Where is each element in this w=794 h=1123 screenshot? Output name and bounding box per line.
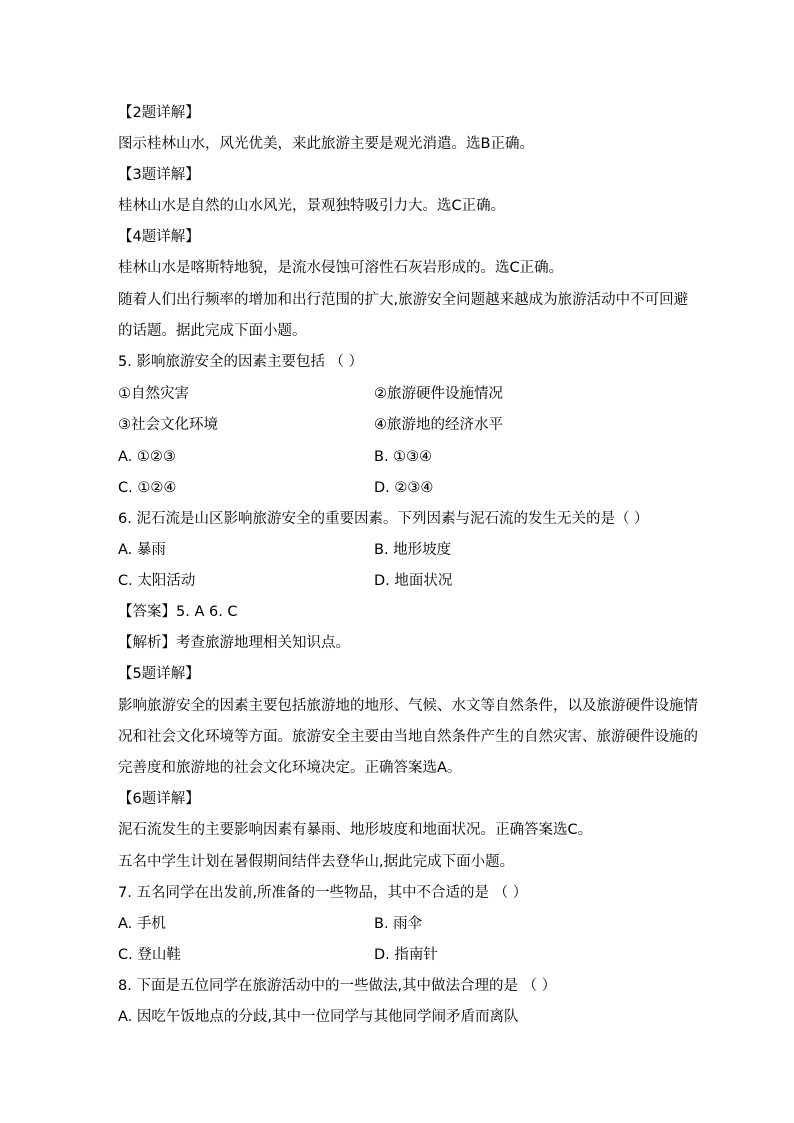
option-a: A. 手机 (118, 916, 166, 932)
heading-3: 【3题详解】 (118, 167, 200, 183)
text-line: 随着人们出行频率的增加和出行范围的扩大,旅游安全问题越来越成为旅游活动中不可回避 (118, 292, 689, 308)
option-a: A. ①②③ (118, 449, 176, 465)
question-6: 6. 泥石流是山区影响旅游安全的重要因素。下列因素与泥石流的发生无关的是（ ） (118, 511, 649, 527)
option-c: C. 太阳活动 (118, 573, 196, 589)
text-line: 完善度和旅游地的社会文化环境决定。正确答案选A。 (118, 760, 462, 776)
option-d: D. ②③④ (374, 480, 434, 496)
question-7: 7. 五名同学在出发前,所准备的一些物品，其中不合适的是 （ ） (118, 885, 528, 901)
text-line: 的话题。据此完成下面小题。 (118, 323, 307, 339)
heading-6: 【6题详解】 (118, 791, 200, 807)
heading-4: 【4题详解】 (118, 229, 200, 245)
option-a: A. 因吃午饭地点的分歧,其中一位同学与其他同学闹矛盾而离队 (118, 1009, 519, 1025)
text-line: 影响旅游安全的因素主要包括旅游地的地形、气候、水文等自然条件，以及旅游硬件设施情 (118, 698, 698, 714)
statement: ②旅游硬件设施情况 (374, 386, 503, 402)
option-c: C. 登山鞋 (118, 947, 181, 963)
option-d: D. 地面状况 (374, 573, 453, 589)
analysis: 【解析】考查旅游地理相关知识点。 (118, 635, 350, 651)
text-line: 泥石流发生的主要影响因素有暴雨、地形坡度和地面状况。正确答案选C。 (118, 822, 593, 838)
statement: ③社会文化环境 (118, 417, 218, 433)
answer: 【答案】5. A 6. C (118, 604, 238, 620)
option-b: B. ①③④ (374, 449, 433, 465)
text-line: 况和社会文化环境等方面。旅游安全主要由当地自然条件产生的自然灾害、旅游硬件设施的 (118, 729, 698, 745)
option-b: B. 雨伞 (374, 916, 423, 932)
question-5: 5. 影响旅游安全的因素主要包括 （ ） (118, 354, 364, 370)
text-line: 桂林山水是自然的山水风光，景观独特吸引力大。选C正确。 (118, 198, 506, 214)
option-b: B. 地形坡度 (374, 542, 452, 558)
option-c: C. ①②④ (118, 480, 177, 496)
option-d: D. 指南针 (374, 947, 438, 963)
intro: 五名中学生计划在暑假期间结伴去登华山,据此完成下面小题。 (118, 854, 515, 870)
option-a: A. 暴雨 (118, 542, 166, 558)
statement: ④旅游地的经济水平 (374, 417, 503, 433)
heading-5: 【5题详解】 (118, 666, 200, 682)
text-line: 图示桂林山水，风光优美，来此旅游主要是观光消遣。选B正确。 (118, 136, 534, 152)
text-line: 桂林山水是喀斯特地貌，是流水侵蚀可溶性石灰岩形成的。选C正确。 (118, 260, 564, 276)
heading-2: 【2题详解】 (118, 105, 200, 121)
statement: ①自然灾害 (118, 386, 189, 402)
question-8: 8. 下面是五位同学在旅游活动中的一些做法,其中做法合理的是 （ ） (118, 978, 557, 994)
